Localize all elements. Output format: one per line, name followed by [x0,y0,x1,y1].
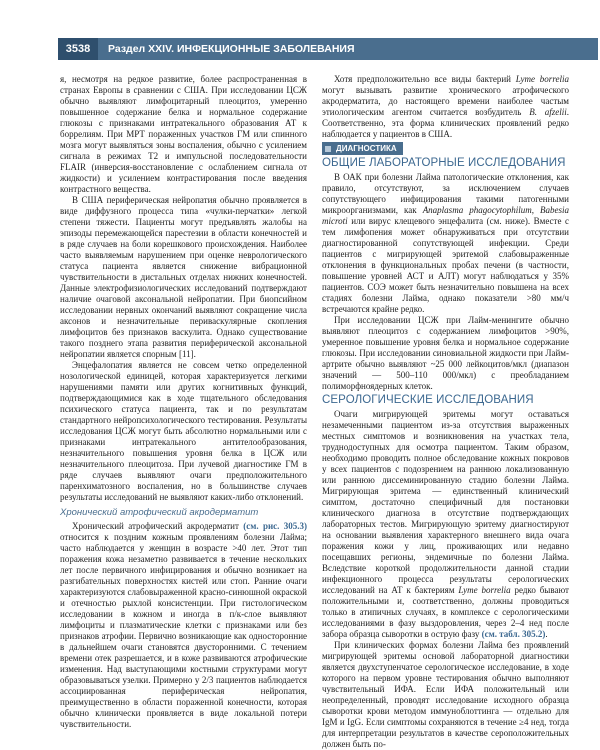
italic-term: Lyme borrelia [458,585,511,595]
text-segment: относится к поздним кожным проявлениям болезни Лайма; часто наблюдается у женщин в возрасте >40 лет. Этот тип поражения кожа незаметно развивается в течение нескольких лет после первичного инфицирования и обычно возникает на разгибательных поверхностях кистей или стоп. Ранние очаги характеризуются слабовыраженной красно-синюшной окраской и отечностью рыхлой консистенции. При гистологическом исследовании в кожном и иногда в п/к-слое выявляют лимфоциты и плазматические клетки с признаками или без признаков атрофии. Первично возникающие как односторонние в дальнейшем очаги становятся двусторонними. С течением времени отек разрешается, и в коже развиваются атрофические изменения. Над выступающими костными структурами могут образовываться узелки. Примерно у 2/3 пациентов наблюдается ассоциированная периферическая нейропатия, преимущественно в области пораженной конечности, которая обычно клинически проявляется в виде локальной потери чувствительности. [60,532,307,729]
paragraph: Энцефалопатия является не совсем четко определенной нозологической единицей, которая характеризуется легкими нарушениями памяти или других когнитивных функций, подтверждающимися как в ходе тщательного обследования психического статуса пациента, так и по результатам стандартного нейропсихологического тестирования. Результаты исследования ЦСЖ могут быть абсолютно нормальными или с признаками интратекального антителообразования, незначительного повышения уровня белка в ЦСЖ или незначительного плеоцитоза. При лучевой диагностике ГМ в ряде случаев выявляют очаги предположительного паренхиматозного воспаления, но в большинстве случаев результаты исследований не выявляют каких-либо отклонений. [60,360,307,502]
diagnostics-tag: ДИАГНОСТИКА [322,142,403,155]
heading-serology: СЕРОЛОГИЧЕСКИЕ ИССЛЕДОВАНИЯ [322,394,534,406]
text-segment: . [545,629,548,639]
paragraph: я, несмотря на редкое развитие, более распространенная в странах Европы в сравнении с США. При исследовании ЦСЖ обычно выявляют лимфоцитарный плеоцитоз, умеренно повышенное содержание белка и нормальное содержание глюкозы с признаками интратекального образования АТ к боррелиям. При МРТ пораженных участков ГМ или спинного мозга могут выявляться зоны воспаления, обычно с усилением сигнала в режимах Т2 и импульсной последовательности FLAIR (инверсия-восстановление с ослаблением сигнала от жидкости) и усилением контрастирования после введения контрастного вещества. [60,74,307,194]
italic-term: Anaplasma phagocytophilum, Babesia microti [322,205,569,226]
paragraph [322,409,569,640]
paragraph: В США периферическая нейропатия обычно проявляется в виде диффузного процесса типа «чулки-перчатки» легкой степени тяжести. Пациенты могут предъявлять жалобы на эпизоды перемежающейся парестезии в области конечностей и в ряде случаев на боли корешкового происхождения. Наиболее часто выявляемым нарушением при оценке неврологического статуса пациента является снижение вибрационной чувствительности в дистальных отделах нижних конечностей. Данные электрофизиологических исследований подтверждают наличие очаговой аксональной нейропатии. При биопсийном исследовании нервных окончаний выявляют сокращение числа аксонов и незначительные периваскулярные скопления лимфоцитов без признаков васкулита. Однако существование такого позднего этапа развития периферической аксональной нейропатии является спорным [11]. [60,195,307,359]
paragraph [60,521,307,730]
text-segment: могут вызывать развитие хронического атрофического акродерматита, до настоящего времени наиболее частым этиологическим агентом считается возбудитель [322,85,569,117]
italic-term: Lyme borrelia [515,74,569,84]
page-header [58,38,598,60]
section-title: Раздел XXIV. ИНФЕКЦИОННЫЕ ЗАБОЛЕВАНИЯ [108,43,355,55]
page-number: 3538 [58,38,98,60]
subheading-acrodermatitis: Хронический атрофический акродерматит [60,507,259,518]
paragraph [322,172,569,315]
paragraph [322,74,569,140]
text-segment: Хотя предположительно все виды бактерий [334,74,516,84]
left-column [60,74,307,730]
diagnostics-tag-wrap [322,142,569,155]
text-segment: редко бывают положительными и, соответственно, должны проводиться только в атипичных случаях, в комплексе с серологическими исследованиями в фазу выздоровления, через 2–4 нед после забора образца сыворотки в острую фазу [322,585,569,639]
figure-link[interactable]: (см. рис. 305.3) [243,521,307,531]
text-segment: В ОАК при болезни Лайма патологические отклонения, как правило, отсутствуют, за исключением случаев сопутствующего инфицирования такими патогенными микроорганизмами, как [322,172,569,215]
paragraph: При исследовании ЦСЖ при Лайм-менингите обычно выявляют плеоцитоз с содержанием лимфоцитов >90%, умеренное повышение уровня белка и нормальное содержание глюкозы. При исследовании синовиальной жидкости при Лайм-артрите обычно выявляют ~25 000 лейкоцитов/мкл (диапазон значений — 500–110 000/мкл) с преобладанием полиморфноядерных клеток. [322,315,569,391]
text-segment: Хронический атрофический акродерматит [72,521,244,531]
table-link[interactable]: (см. табл. 305.2) [481,629,546,639]
paragraph: При клинических формах болезни Лайма без проявлений мигрирующей эритемы основой лабораторной диагностики является двухступенчатое серологическое исследование, в ходе которого на первом уровне тестирования обычно выполняют чувствительный ИФА. Если ИФА положительный или неопределенный, проводят исследование исходного образца сыворотки крови методом иммуноблоттинга — отдельно для IgM и IgG. Если симптомы сохраняются в течение ≥4 нед, тогда для интерпретации результатов в качестве сероположительных должен быть по- [322,640,569,749]
heading-general-lab: ОБЩИЕ ЛАБОРАТОРНЫЕ ИССЛЕДОВАНИЯ [322,157,566,169]
right-column [322,74,569,750]
text-segment: Очаги мигрирующей эритемы могут оставаться незамеченными пациентом из-за отсутствия выраженных местных симптомов и возникновения на участках тела, труднодоступных для осмотра пациентом. Таким образом, необходимо проводить полное обследование кожных покровов у всех пациентов с подозрением на раннюю локализованную или раннюю диссеминированную стадию болезни Лайма. Мигрирующая эритема — единственный клинический симптом, достаточно специфичный для постановки клинического диагноза в отсутствие подтверждающих лабораторных тестов. Мигрирующую эритему диагностируют на основании выявления характерного внешнего вида очага поражения кожи у лиц, проживающих или недавно посещавших регионы, эндемичные по болезни Лайма. Вследствие короткой продолжительности данной стадии инфекционного процесса результаты серологических исследований на АТ к бактериям [322,409,569,595]
text-segment: . Соответственно, эта форма клинических проявлений редко наблюдается у пациентов в США. [322,107,569,139]
italic-term: B. afzelii [529,107,567,117]
text-segment: или вирус клещевого энцефалита (см. ниже). Вместе с тем лимфопения может обнаруживаться при отсутствии диагностированной сопутствующей инфекции. Среди пациентов с мигрирующей эритемой слабовыраженные отклонения в функциональных пробах печени (в частности, повышение уровней АСТ и АЛТ) могут наблюдаться у 35% пациентов. СОЭ может быть незначительно повышена на всех стадиях болезни Лайма, однако показатели >80 мм/ч встречаются крайне редко. [322,216,569,314]
